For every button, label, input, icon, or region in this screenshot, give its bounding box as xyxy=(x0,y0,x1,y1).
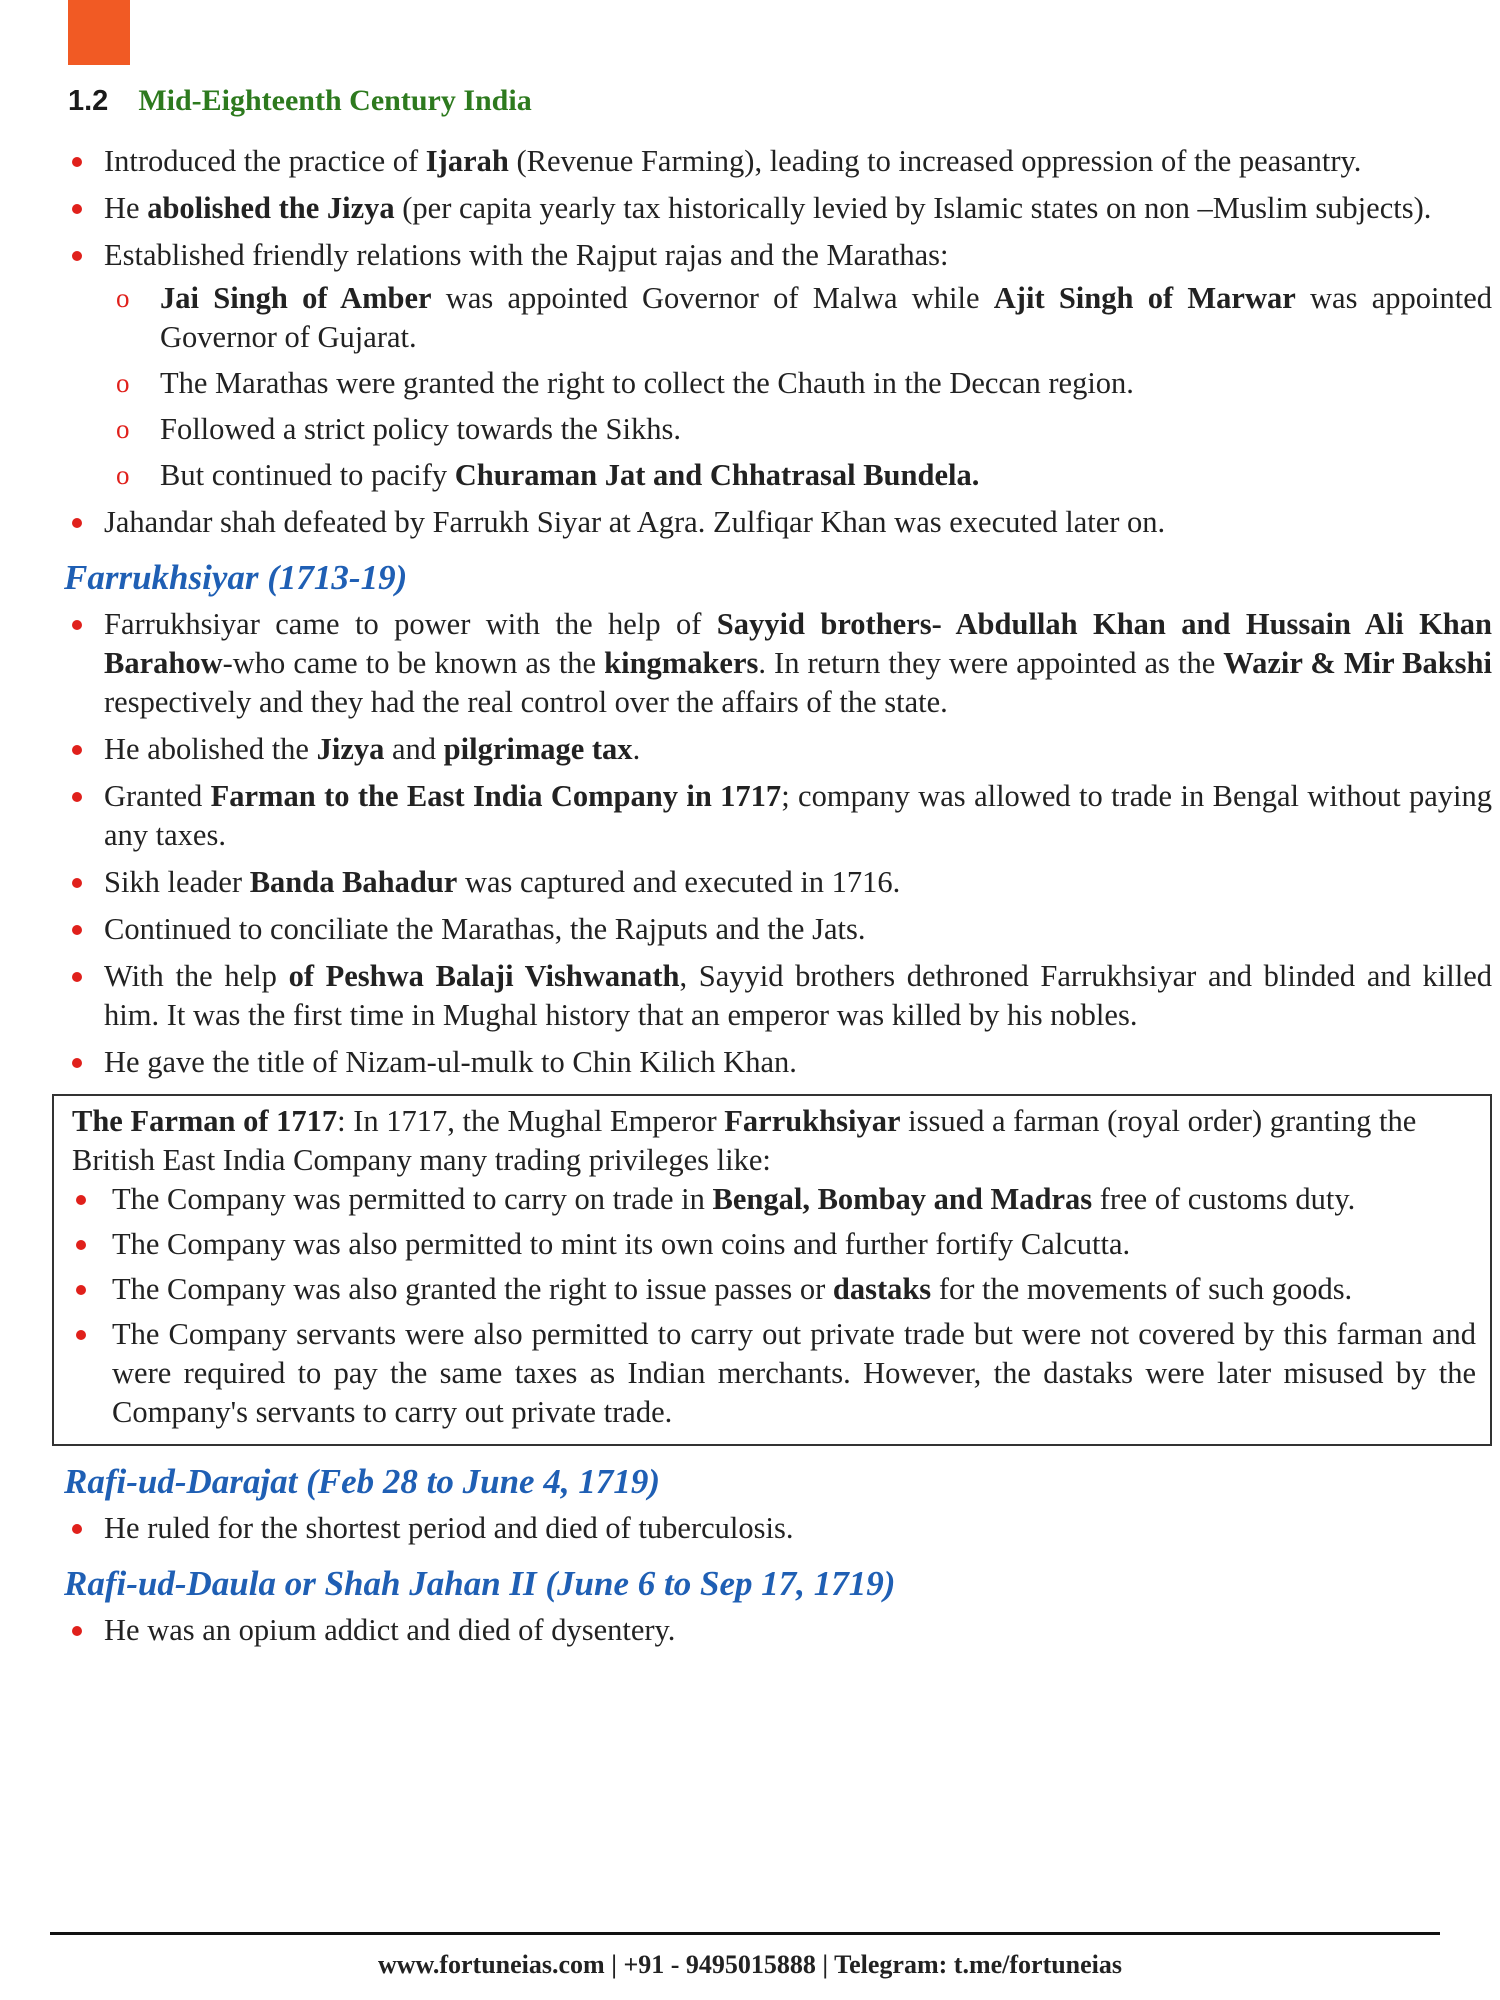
rafi-ud-darajat-list xyxy=(52,1509,1492,1548)
list-item: Granted Farman to the East India Company in 1717; company was allowed to trade in Bengal without paying any taxes. xyxy=(52,777,1492,855)
page-corner-tab xyxy=(68,0,130,65)
list-item: Jahandar shah defeated by Farrukh Siyar at Agra. Zulfiqar Khan was executed later on. xyxy=(52,503,1492,542)
list-item: The Company was also granted the right to issue passes or dastaks for the movements of such goods. xyxy=(72,1270,1476,1309)
farrukhsiyar-heading: Farrukhsiyar (1713-19) xyxy=(64,558,408,597)
list-item: Introduced the practice of Ijarah (Revenue Farming), leading to increased oppression of the peasantry. xyxy=(52,142,1492,181)
farman-intro: The Farman of 1717: In 1717, the Mughal Emperor Farrukhsiyar issued a farman (royal order) granting the British East India Company many trading privileges like: xyxy=(72,1104,1417,1177)
footer-divider xyxy=(50,1932,1440,1935)
list-item: He gave the title of Nizam-ul-mulk to Chin Kilich Khan. xyxy=(52,1043,1492,1082)
page-content xyxy=(52,142,1492,1658)
rafi-ud-daula-heading: Rafi-ud-Daula or Shah Jahan II (June 6 to Sep 17, 1719) xyxy=(64,1564,896,1603)
rafi-ud-darajat-heading: Rafi-ud-Darajat (Feb 28 to June 4, 1719) xyxy=(64,1462,660,1501)
farman-list xyxy=(72,1180,1476,1432)
intro-list xyxy=(52,142,1492,542)
list-item: Sikh leader Banda Bahadur was captured and executed in 1716. xyxy=(52,863,1492,902)
sub-list-item: o Jai Singh of Amber was appointed Governor of Malwa while Ajit Singh of Marwar was appointed Governor of Gujarat. xyxy=(104,279,1492,357)
list-item: With the help of Peshwa Balaji Vishwanath, Sayyid brothers dethroned Farrukhsiyar and blinded and killed him. It was the first time in Mughal history that an emperor was killed by his nobles. xyxy=(52,957,1492,1035)
section-number: 1.2 xyxy=(68,85,109,117)
farrukhsiyar-list xyxy=(52,605,1492,1082)
list-item: The Company was permitted to carry on trade in Bengal, Bombay and Madras free of customs duty. xyxy=(72,1180,1476,1219)
list-item: He abolished the Jizya (per capita yearly tax historically levied by Islamic states on non –Muslim subjects). xyxy=(52,189,1492,228)
list-item: Farrukhsiyar came to power with the help of Sayyid brothers- Abdullah Khan and Hussain Ali Khan Barahow-who came to be known as the kingmakers. In return they were appointed as the Wazir & Mir Bakshi respectively and they had the real control over the affairs of the state. xyxy=(52,605,1492,722)
section-title: Mid-Eighteenth Century India xyxy=(138,84,532,117)
list-item: The Company servants were also permitted to carry out private trade but were not covered by this farman and were required to pay the same taxes as Indian merchants. However, the dastaks were later misused by the Company's servants to carry out private trade. xyxy=(72,1315,1476,1432)
rafi-ud-daula-list xyxy=(52,1611,1492,1650)
list-item: Established friendly relations with the Rajput rajas and the Marathas: o Jai Singh of Amber was appointed Governor of Malwa while Ajit Singh of Marwar was appointed Governor of Gujarat. o The Marathas were granted the right to collect the Chauth in the Deccan region. o Followed a strict policy towards the Sikhs. o But continued to pacify Churaman Jat and Chhatrasal Bundela. xyxy=(52,236,1492,495)
list-item: He abolished the Jizya and pilgrimage tax. xyxy=(52,730,1492,769)
sub-list-item: o But continued to pacify Churaman Jat and Chhatrasal Bundela. xyxy=(104,456,1492,495)
list-item: He ruled for the shortest period and died of tuberculosis. xyxy=(52,1509,1492,1548)
page-footer: www.fortuneias.com | +91 - 9495015888 | Telegram: t.me/fortuneias xyxy=(377,1950,1123,1979)
sub-list xyxy=(104,279,1492,495)
list-item: Continued to conciliate the Marathas, the Rajputs and the Jats. xyxy=(52,910,1492,949)
farman-info-box xyxy=(52,1094,1492,1446)
sub-list-item: o The Marathas were granted the right to collect the Chauth in the Deccan region. xyxy=(104,364,1492,403)
sub-list-item: o Followed a strict policy towards the Sikhs. xyxy=(104,410,1492,449)
list-item: The Company was also permitted to mint its own coins and further fortify Calcutta. xyxy=(72,1225,1476,1264)
section-header xyxy=(68,84,532,118)
list-item: He was an opium addict and died of dysentery. xyxy=(52,1611,1492,1650)
